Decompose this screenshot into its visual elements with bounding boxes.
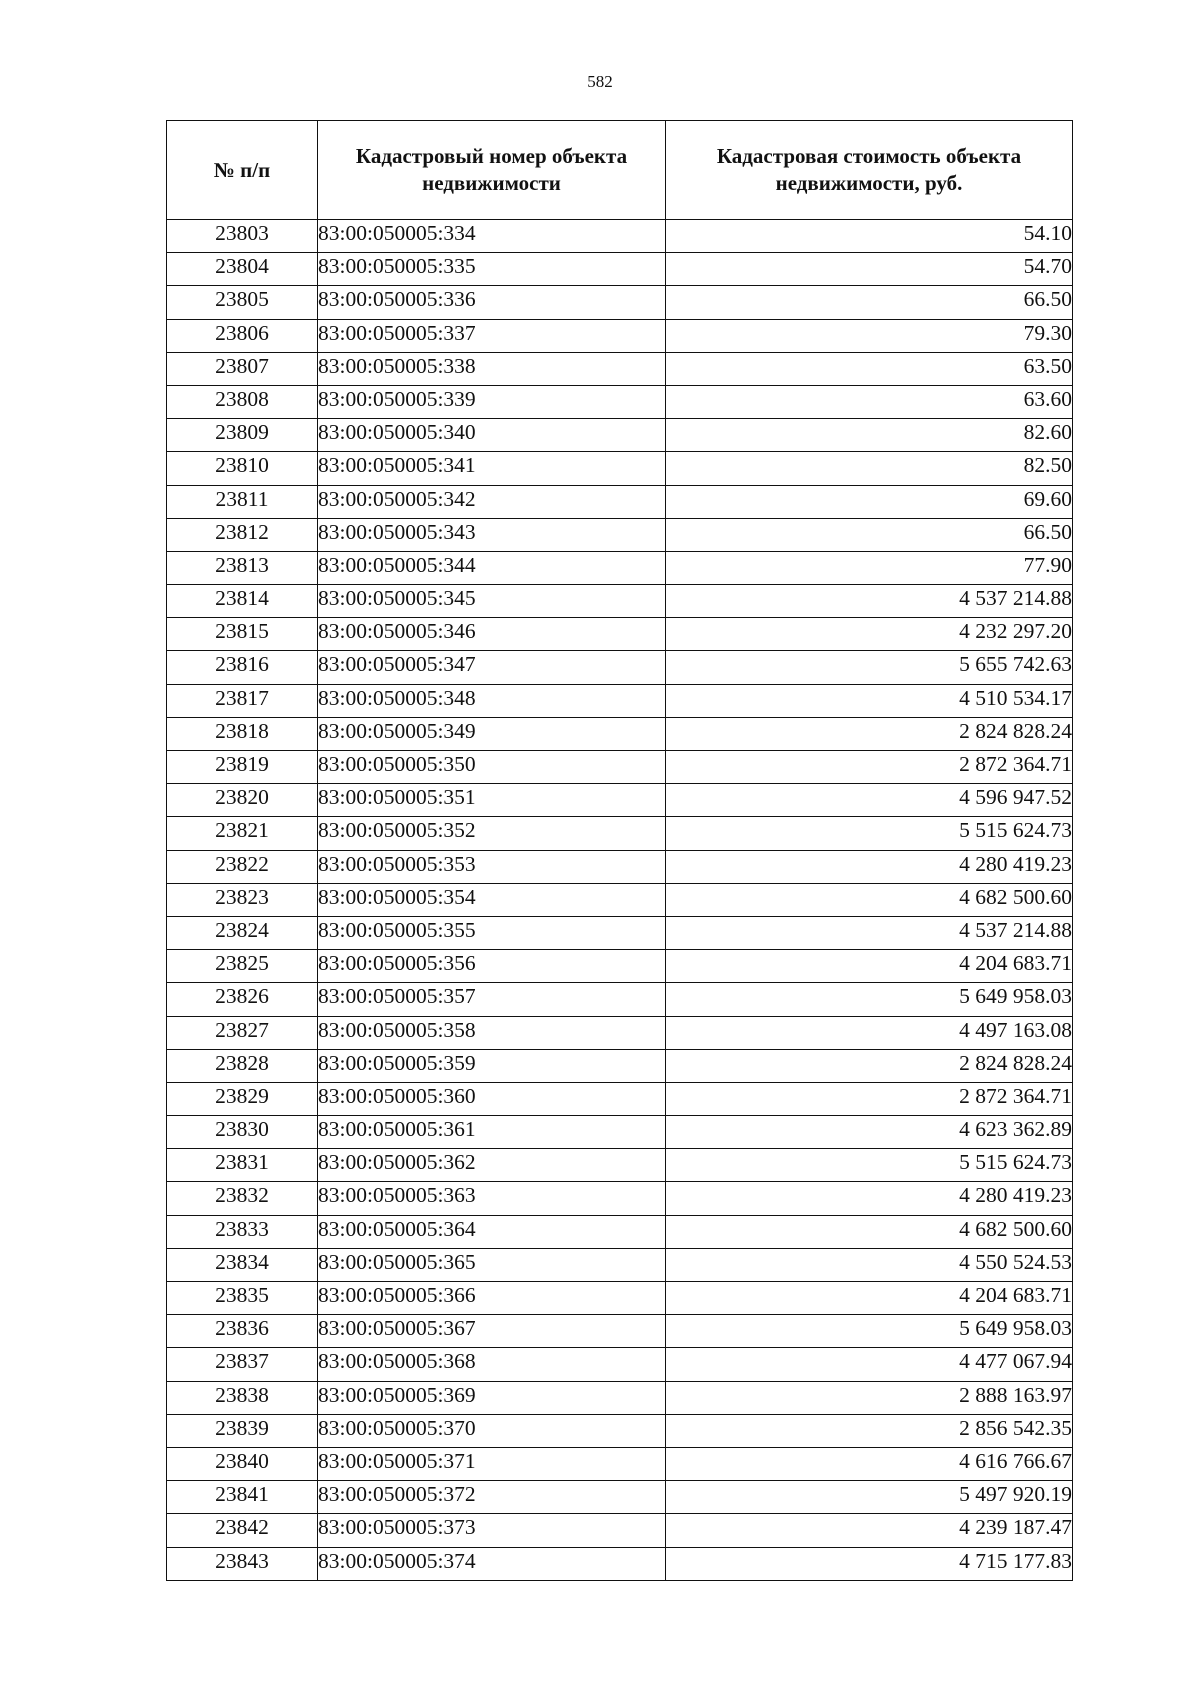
cadastral-value: 2 872 364.71	[666, 751, 1073, 784]
table-row	[167, 319, 1073, 352]
row-number: 23803	[167, 220, 318, 253]
row-number: 23836	[167, 1315, 318, 1348]
table-row	[167, 419, 1073, 452]
cadastral-value: 4 537 214.88	[666, 916, 1073, 949]
cadastral-number: 83:00:050005:363	[318, 1182, 666, 1215]
cadastral-number: 83:00:050005:369	[318, 1381, 666, 1414]
cadastral-number: 83:00:050005:372	[318, 1481, 666, 1514]
table-row	[167, 253, 1073, 286]
table-row	[167, 1016, 1073, 1049]
row-number: 23808	[167, 385, 318, 418]
cadastral-number: 83:00:050005:338	[318, 352, 666, 385]
row-number: 23804	[167, 253, 318, 286]
table-row	[167, 916, 1073, 949]
row-number: 23827	[167, 1016, 318, 1049]
cadastral-number: 83:00:050005:373	[318, 1514, 666, 1547]
cadastral-value: 66.50	[666, 518, 1073, 551]
cadastral-value: 2 888 163.97	[666, 1381, 1073, 1414]
cadastral-number: 83:00:050005:342	[318, 485, 666, 518]
cadastral-number: 83:00:050005:349	[318, 717, 666, 750]
row-number: 23815	[167, 618, 318, 651]
row-number: 23806	[167, 319, 318, 352]
cadastral-value: 69.60	[666, 485, 1073, 518]
table-row	[167, 817, 1073, 850]
cadastral-number: 83:00:050005:344	[318, 551, 666, 584]
row-number: 23813	[167, 551, 318, 584]
cadastral-value: 4 239 187.47	[666, 1514, 1073, 1547]
table-row	[167, 1547, 1073, 1580]
cadastral-value: 4 232 297.20	[666, 618, 1073, 651]
table-row	[167, 751, 1073, 784]
table-row	[167, 1116, 1073, 1149]
cadastral-value: 4 497 163.08	[666, 1016, 1073, 1049]
table-row	[167, 1082, 1073, 1115]
row-number: 23811	[167, 485, 318, 518]
cadastral-value: 54.10	[666, 220, 1073, 253]
row-number: 23832	[167, 1182, 318, 1215]
row-number: 23828	[167, 1049, 318, 1082]
cadastral-value: 63.50	[666, 352, 1073, 385]
table-row	[167, 883, 1073, 916]
cadastral-number: 83:00:050005:348	[318, 684, 666, 717]
cadastral-number: 83:00:050005:337	[318, 319, 666, 352]
cadastral-value: 2 824 828.24	[666, 717, 1073, 750]
row-number: 23822	[167, 850, 318, 883]
table-row	[167, 1182, 1073, 1215]
cadastral-number: 83:00:050005:361	[318, 1116, 666, 1149]
table-row	[167, 1248, 1073, 1281]
cadastral-number: 83:00:050005:374	[318, 1547, 666, 1580]
table-row	[167, 1282, 1073, 1315]
row-number: 23816	[167, 651, 318, 684]
cadastral-number: 83:00:050005:347	[318, 651, 666, 684]
cadastral-number: 83:00:050005:335	[318, 253, 666, 286]
header-cadastral-value: Кадастровая стоимость объекта недвижимости, руб.	[666, 121, 1073, 220]
cadastral-value: 82.50	[666, 452, 1073, 485]
row-number: 23823	[167, 883, 318, 916]
cadastral-value: 63.60	[666, 385, 1073, 418]
row-number: 23812	[167, 518, 318, 551]
row-number: 23840	[167, 1447, 318, 1480]
cadastral-value: 5 497 920.19	[666, 1481, 1073, 1514]
cadastral-value: 4 204 683.71	[666, 1282, 1073, 1315]
cadastral-value: 77.90	[666, 551, 1073, 584]
cadastral-number: 83:00:050005:345	[318, 585, 666, 618]
cadastral-value: 4 280 419.23	[666, 1182, 1073, 1215]
cadastral-value: 4 280 419.23	[666, 850, 1073, 883]
cadastral-number: 83:00:050005:362	[318, 1149, 666, 1182]
cadastral-value: 4 682 500.60	[666, 1215, 1073, 1248]
table-row	[167, 452, 1073, 485]
cadastral-value: 5 515 624.73	[666, 817, 1073, 850]
page-number: 582	[587, 72, 613, 91]
table-header-row	[167, 121, 1073, 220]
row-number: 23820	[167, 784, 318, 817]
cadastral-value: 4 616 766.67	[666, 1447, 1073, 1480]
cadastral-value: 5 655 742.63	[666, 651, 1073, 684]
row-number: 23837	[167, 1348, 318, 1381]
table-row	[167, 1447, 1073, 1480]
cadastral-value: 2 856 542.35	[666, 1414, 1073, 1447]
row-number: 23826	[167, 983, 318, 1016]
cadastral-value: 4 204 683.71	[666, 950, 1073, 983]
table-row	[167, 1149, 1073, 1182]
row-number: 23831	[167, 1149, 318, 1182]
cadastral-number: 83:00:050005:351	[318, 784, 666, 817]
cadastral-value: 4 537 214.88	[666, 585, 1073, 618]
cadastral-number: 83:00:050005:346	[318, 618, 666, 651]
cadastral-value: 4 596 947.52	[666, 784, 1073, 817]
table-row	[167, 518, 1073, 551]
header-num: № п/п	[167, 121, 318, 220]
table-row	[167, 1215, 1073, 1248]
table-row	[167, 784, 1073, 817]
table-row	[167, 684, 1073, 717]
cadastral-number: 83:00:050005:366	[318, 1282, 666, 1315]
table-row	[167, 352, 1073, 385]
cadastral-number: 83:00:050005:339	[318, 385, 666, 418]
table-row	[167, 1514, 1073, 1547]
cadastral-value: 4 682 500.60	[666, 883, 1073, 916]
cadastral-value: 66.50	[666, 286, 1073, 319]
table-row	[167, 950, 1073, 983]
cadastral-number: 83:00:050005:368	[318, 1348, 666, 1381]
cadastral-number: 83:00:050005:354	[318, 883, 666, 916]
table-row	[167, 585, 1073, 618]
table-row	[167, 1049, 1073, 1082]
row-number: 23833	[167, 1215, 318, 1248]
cadastral-number: 83:00:050005:334	[318, 220, 666, 253]
cadastral-value: 4 715 177.83	[666, 1547, 1073, 1580]
row-number: 23818	[167, 717, 318, 750]
cadastral-number: 83:00:050005:357	[318, 983, 666, 1016]
cadastral-value: 2 824 828.24	[666, 1049, 1073, 1082]
cadastral-number: 83:00:050005:341	[318, 452, 666, 485]
cadastral-value: 54.70	[666, 253, 1073, 286]
table-row	[167, 485, 1073, 518]
row-number: 23809	[167, 419, 318, 452]
cadastral-table	[166, 120, 1073, 1581]
header-cadastral-number: Кадастровый номер объекта недвижимости	[318, 121, 666, 220]
row-number: 23814	[167, 585, 318, 618]
cadastral-value: 2 872 364.71	[666, 1082, 1073, 1115]
table-row	[167, 1381, 1073, 1414]
table-row	[167, 983, 1073, 1016]
cadastral-number: 83:00:050005:353	[318, 850, 666, 883]
row-number: 23829	[167, 1082, 318, 1115]
cadastral-number: 83:00:050005:360	[318, 1082, 666, 1115]
table-row	[167, 220, 1073, 253]
row-number: 23810	[167, 452, 318, 485]
cadastral-number: 83:00:050005:371	[318, 1447, 666, 1480]
cadastral-value: 4 510 534.17	[666, 684, 1073, 717]
table-row	[167, 1481, 1073, 1514]
cadastral-value: 79.30	[666, 319, 1073, 352]
cadastral-value: 82.60	[666, 419, 1073, 452]
row-number: 23839	[167, 1414, 318, 1447]
cadastral-value: 5 515 624.73	[666, 1149, 1073, 1182]
table-row	[167, 385, 1073, 418]
row-number: 23838	[167, 1381, 318, 1414]
table-row	[167, 717, 1073, 750]
cadastral-number: 83:00:050005:356	[318, 950, 666, 983]
table-row	[167, 618, 1073, 651]
table-row	[167, 1414, 1073, 1447]
cadastral-number: 83:00:050005:364	[318, 1215, 666, 1248]
cadastral-value: 4 477 067.94	[666, 1348, 1073, 1381]
table-row	[167, 286, 1073, 319]
cadastral-number: 83:00:050005:340	[318, 419, 666, 452]
cadastral-value: 5 649 958.03	[666, 1315, 1073, 1348]
row-number: 23821	[167, 817, 318, 850]
row-number: 23817	[167, 684, 318, 717]
cadastral-number: 83:00:050005:358	[318, 1016, 666, 1049]
cadastral-number: 83:00:050005:367	[318, 1315, 666, 1348]
row-number: 23807	[167, 352, 318, 385]
cadastral-number: 83:00:050005:343	[318, 518, 666, 551]
table-body	[167, 220, 1073, 1581]
row-number: 23842	[167, 1514, 318, 1547]
cadastral-number: 83:00:050005:336	[318, 286, 666, 319]
cadastral-number: 83:00:050005:352	[318, 817, 666, 850]
table-row	[167, 651, 1073, 684]
cadastral-number: 83:00:050005:365	[318, 1248, 666, 1281]
row-number: 23830	[167, 1116, 318, 1149]
row-number: 23841	[167, 1481, 318, 1514]
table-row	[167, 1348, 1073, 1381]
cadastral-value: 5 649 958.03	[666, 983, 1073, 1016]
row-number: 23824	[167, 916, 318, 949]
cadastral-value: 4 550 524.53	[666, 1248, 1073, 1281]
table-row	[167, 551, 1073, 584]
row-number: 23805	[167, 286, 318, 319]
row-number: 23835	[167, 1282, 318, 1315]
table-row	[167, 850, 1073, 883]
row-number: 23843	[167, 1547, 318, 1580]
cadastral-number: 83:00:050005:359	[318, 1049, 666, 1082]
cadastral-value: 4 623 362.89	[666, 1116, 1073, 1149]
row-number: 23825	[167, 950, 318, 983]
cadastral-number: 83:00:050005:350	[318, 751, 666, 784]
row-number: 23834	[167, 1248, 318, 1281]
cadastral-number: 83:00:050005:355	[318, 916, 666, 949]
cadastral-number: 83:00:050005:370	[318, 1414, 666, 1447]
row-number: 23819	[167, 751, 318, 784]
table-row	[167, 1315, 1073, 1348]
